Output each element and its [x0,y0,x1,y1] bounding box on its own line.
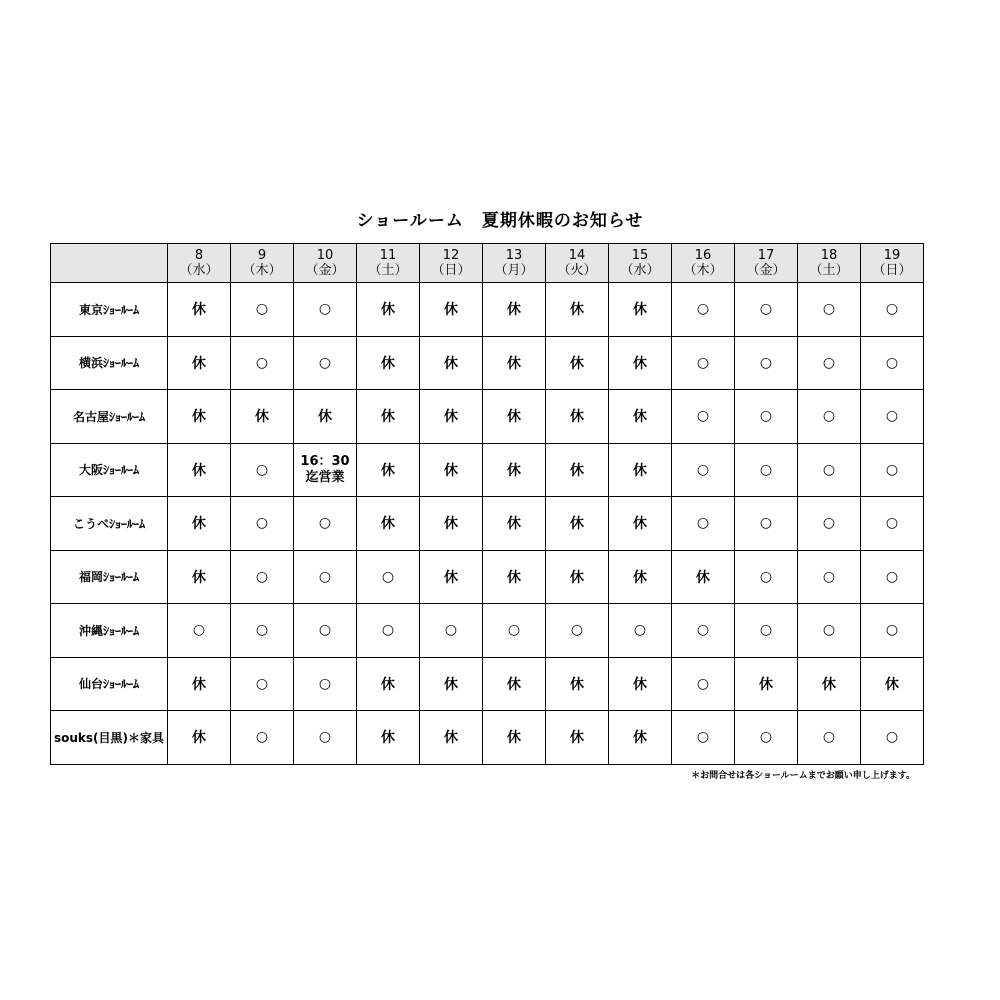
status-cell: ○ [294,657,357,711]
status-cell: ○ [357,604,420,658]
status-cell: 休 [420,283,483,337]
showroom-name: 横浜ｼｮｰﾙｰﾑ [51,336,168,390]
date-number: 13 [505,248,523,263]
status-cell: ○ [798,336,861,390]
status-cell: 休 [609,390,672,444]
status-cell: ○ [861,336,924,390]
status-cell: 休 [483,497,546,551]
status-cell: ○ [798,283,861,337]
status-cell: 休 [168,283,231,337]
showroom-name: souks(目黒)＊家具 [51,711,168,765]
status-cell: 休 [735,657,798,711]
status-cell: 休 [483,657,546,711]
status-cell: 休 [168,711,231,765]
date-header-cell [798,244,861,283]
date-number: 11 [379,248,397,263]
status-cell: 休 [168,657,231,711]
status-cell: 休 [294,390,357,444]
weekday-label: （火） [557,263,597,278]
status-cell: 休 [609,711,672,765]
showroom-name: 仙台ｼｮｰﾙｰﾑ [51,657,168,711]
status-cell: ○ [231,711,294,765]
status-cell: 休 [168,550,231,604]
status-cell: ○ [672,336,735,390]
table-row [51,443,924,497]
date-header-cell [168,244,231,283]
status-cell-line: 16：30 [300,453,350,469]
status-cell: ○ [735,443,798,497]
date-number: 8 [194,248,204,263]
status-cell: ○ [231,497,294,551]
status-cell: ○ [483,604,546,658]
showroom-name: 大阪ｼｮｰﾙｰﾑ [51,443,168,497]
status-cell: 休 [420,497,483,551]
status-cell: ○ [798,711,861,765]
table-row [51,497,924,551]
status-cell: 休 [357,336,420,390]
status-cell: 休 [168,336,231,390]
status-cell: 休 [546,443,609,497]
header-corner-cell [51,244,168,283]
table-row [51,336,924,390]
date-header-cell [735,244,798,283]
weekday-label: （日） [872,263,912,278]
showroom-name: 名古屋ｼｮｰﾙｰﾑ [51,390,168,444]
weekday-label: （土） [368,263,408,278]
status-cell: 休 [168,497,231,551]
status-cell: ○ [231,657,294,711]
showroom-name: こうべｼｮｰﾙｰﾑ [51,497,168,551]
status-cell: 休 [168,390,231,444]
status-cell: ○ [672,657,735,711]
status-cell: 休 [483,711,546,765]
table-row [51,550,924,604]
status-cell: 休 [546,497,609,551]
date-number: 15 [631,248,649,263]
status-cell: 休 [357,443,420,497]
status-cell: ○ [861,390,924,444]
table-row [51,657,924,711]
weekday-label: （土） [809,263,849,278]
showroom-name: 沖縄ｼｮｰﾙｰﾑ [51,604,168,658]
status-cell: 休 [420,336,483,390]
status-cell: 休 [168,443,231,497]
footnote: ＊お問合せは各ショールームまでお願い申し上げます。 [691,771,915,781]
status-cell: ○ [546,604,609,658]
status-cell: 休 [357,497,420,551]
status-cell: ○ [798,443,861,497]
status-cell: ○ [294,604,357,658]
status-cell: ○ [672,711,735,765]
status-cell: ○ [672,604,735,658]
status-cell: ○ [231,550,294,604]
holiday-schedule-table [50,243,924,765]
date-header-cell [672,244,735,283]
status-cell: ○ [861,283,924,337]
date-header-cell [420,244,483,283]
status-cell: ○ [861,711,924,765]
date-header-cell [483,244,546,283]
status-cell: 休 [231,390,294,444]
status-cell: 休 [546,283,609,337]
date-number: 18 [820,248,838,263]
status-cell: ○ [672,283,735,337]
status-cell: 休 [357,711,420,765]
weekday-label: （木） [242,263,282,278]
date-header-row [51,244,924,283]
status-cell: ○ [420,604,483,658]
status-cell: ○ [735,711,798,765]
status-cell: 休 [609,283,672,337]
status-cell [294,443,357,497]
weekday-label: （金） [746,263,786,278]
status-cell: ○ [672,443,735,497]
status-cell: ○ [735,283,798,337]
page-title: ショールーム 夏期休暇のお知らせ [356,211,644,231]
status-cell: 休 [609,336,672,390]
status-cell: 休 [483,283,546,337]
status-cell: 休 [546,550,609,604]
status-cell: ○ [798,604,861,658]
status-cell: 休 [609,657,672,711]
date-header-cell [357,244,420,283]
status-cell: ○ [735,550,798,604]
status-cell: ○ [294,711,357,765]
date-header-cell [231,244,294,283]
status-cell: 休 [609,443,672,497]
status-cell-line: 迄営業 [305,469,345,485]
status-cell: 休 [546,711,609,765]
date-number: 10 [316,248,334,263]
status-cell: ○ [861,604,924,658]
status-cell: ○ [609,604,672,658]
status-cell: 休 [483,443,546,497]
table-row [51,711,924,765]
weekday-label: （水） [179,263,219,278]
status-cell: ○ [294,336,357,390]
status-cell: ○ [798,497,861,551]
date-header-cell [609,244,672,283]
status-cell: 休 [483,336,546,390]
showroom-name: 福岡ｼｮｰﾙｰﾑ [51,550,168,604]
status-cell: 休 [420,443,483,497]
status-cell: 休 [546,390,609,444]
status-cell: ○ [735,604,798,658]
status-cell: 休 [357,390,420,444]
status-cell: 休 [357,283,420,337]
status-cell: ○ [672,497,735,551]
status-cell: ○ [735,336,798,390]
status-cell: ○ [294,283,357,337]
date-number: 14 [568,248,586,263]
date-number: 9 [257,248,267,263]
status-cell: ○ [861,497,924,551]
status-cell: 休 [420,390,483,444]
status-cell: 休 [798,657,861,711]
status-cell: 休 [420,550,483,604]
status-cell: ○ [357,550,420,604]
weekday-label: （日） [431,263,471,278]
status-cell: ○ [231,336,294,390]
status-cell: ○ [168,604,231,658]
status-cell: ○ [735,497,798,551]
date-header-cell [861,244,924,283]
status-cell: ○ [798,390,861,444]
status-cell: ○ [798,550,861,604]
status-cell: ○ [735,390,798,444]
weekday-label: （金） [305,263,345,278]
status-cell: 休 [483,390,546,444]
date-header-cell [294,244,357,283]
weekday-label: （月） [494,263,534,278]
date-number: 19 [883,248,901,263]
status-cell: ○ [672,390,735,444]
status-cell: ○ [294,497,357,551]
status-cell: 休 [861,657,924,711]
weekday-label: （水） [620,263,660,278]
status-cell: 休 [357,657,420,711]
status-cell: 休 [546,336,609,390]
status-cell: ○ [231,443,294,497]
status-cell: 休 [420,711,483,765]
status-cell: ○ [231,604,294,658]
status-cell: 休 [483,550,546,604]
status-cell: 休 [609,497,672,551]
table-row [51,283,924,337]
status-cell: 休 [672,550,735,604]
status-cell: 休 [609,550,672,604]
date-number: 16 [694,248,712,263]
table-row [51,390,924,444]
date-header-cell [546,244,609,283]
status-cell: ○ [294,550,357,604]
schedule-body [51,283,924,765]
weekday-label: （木） [683,263,723,278]
status-cell: 休 [546,657,609,711]
date-number: 12 [442,248,460,263]
table-row [51,604,924,658]
status-cell: ○ [861,443,924,497]
status-cell: 休 [420,657,483,711]
showroom-name: 東京ｼｮｰﾙｰﾑ [51,283,168,337]
status-cell: ○ [861,550,924,604]
status-cell: ○ [231,283,294,337]
date-number: 17 [757,248,775,263]
